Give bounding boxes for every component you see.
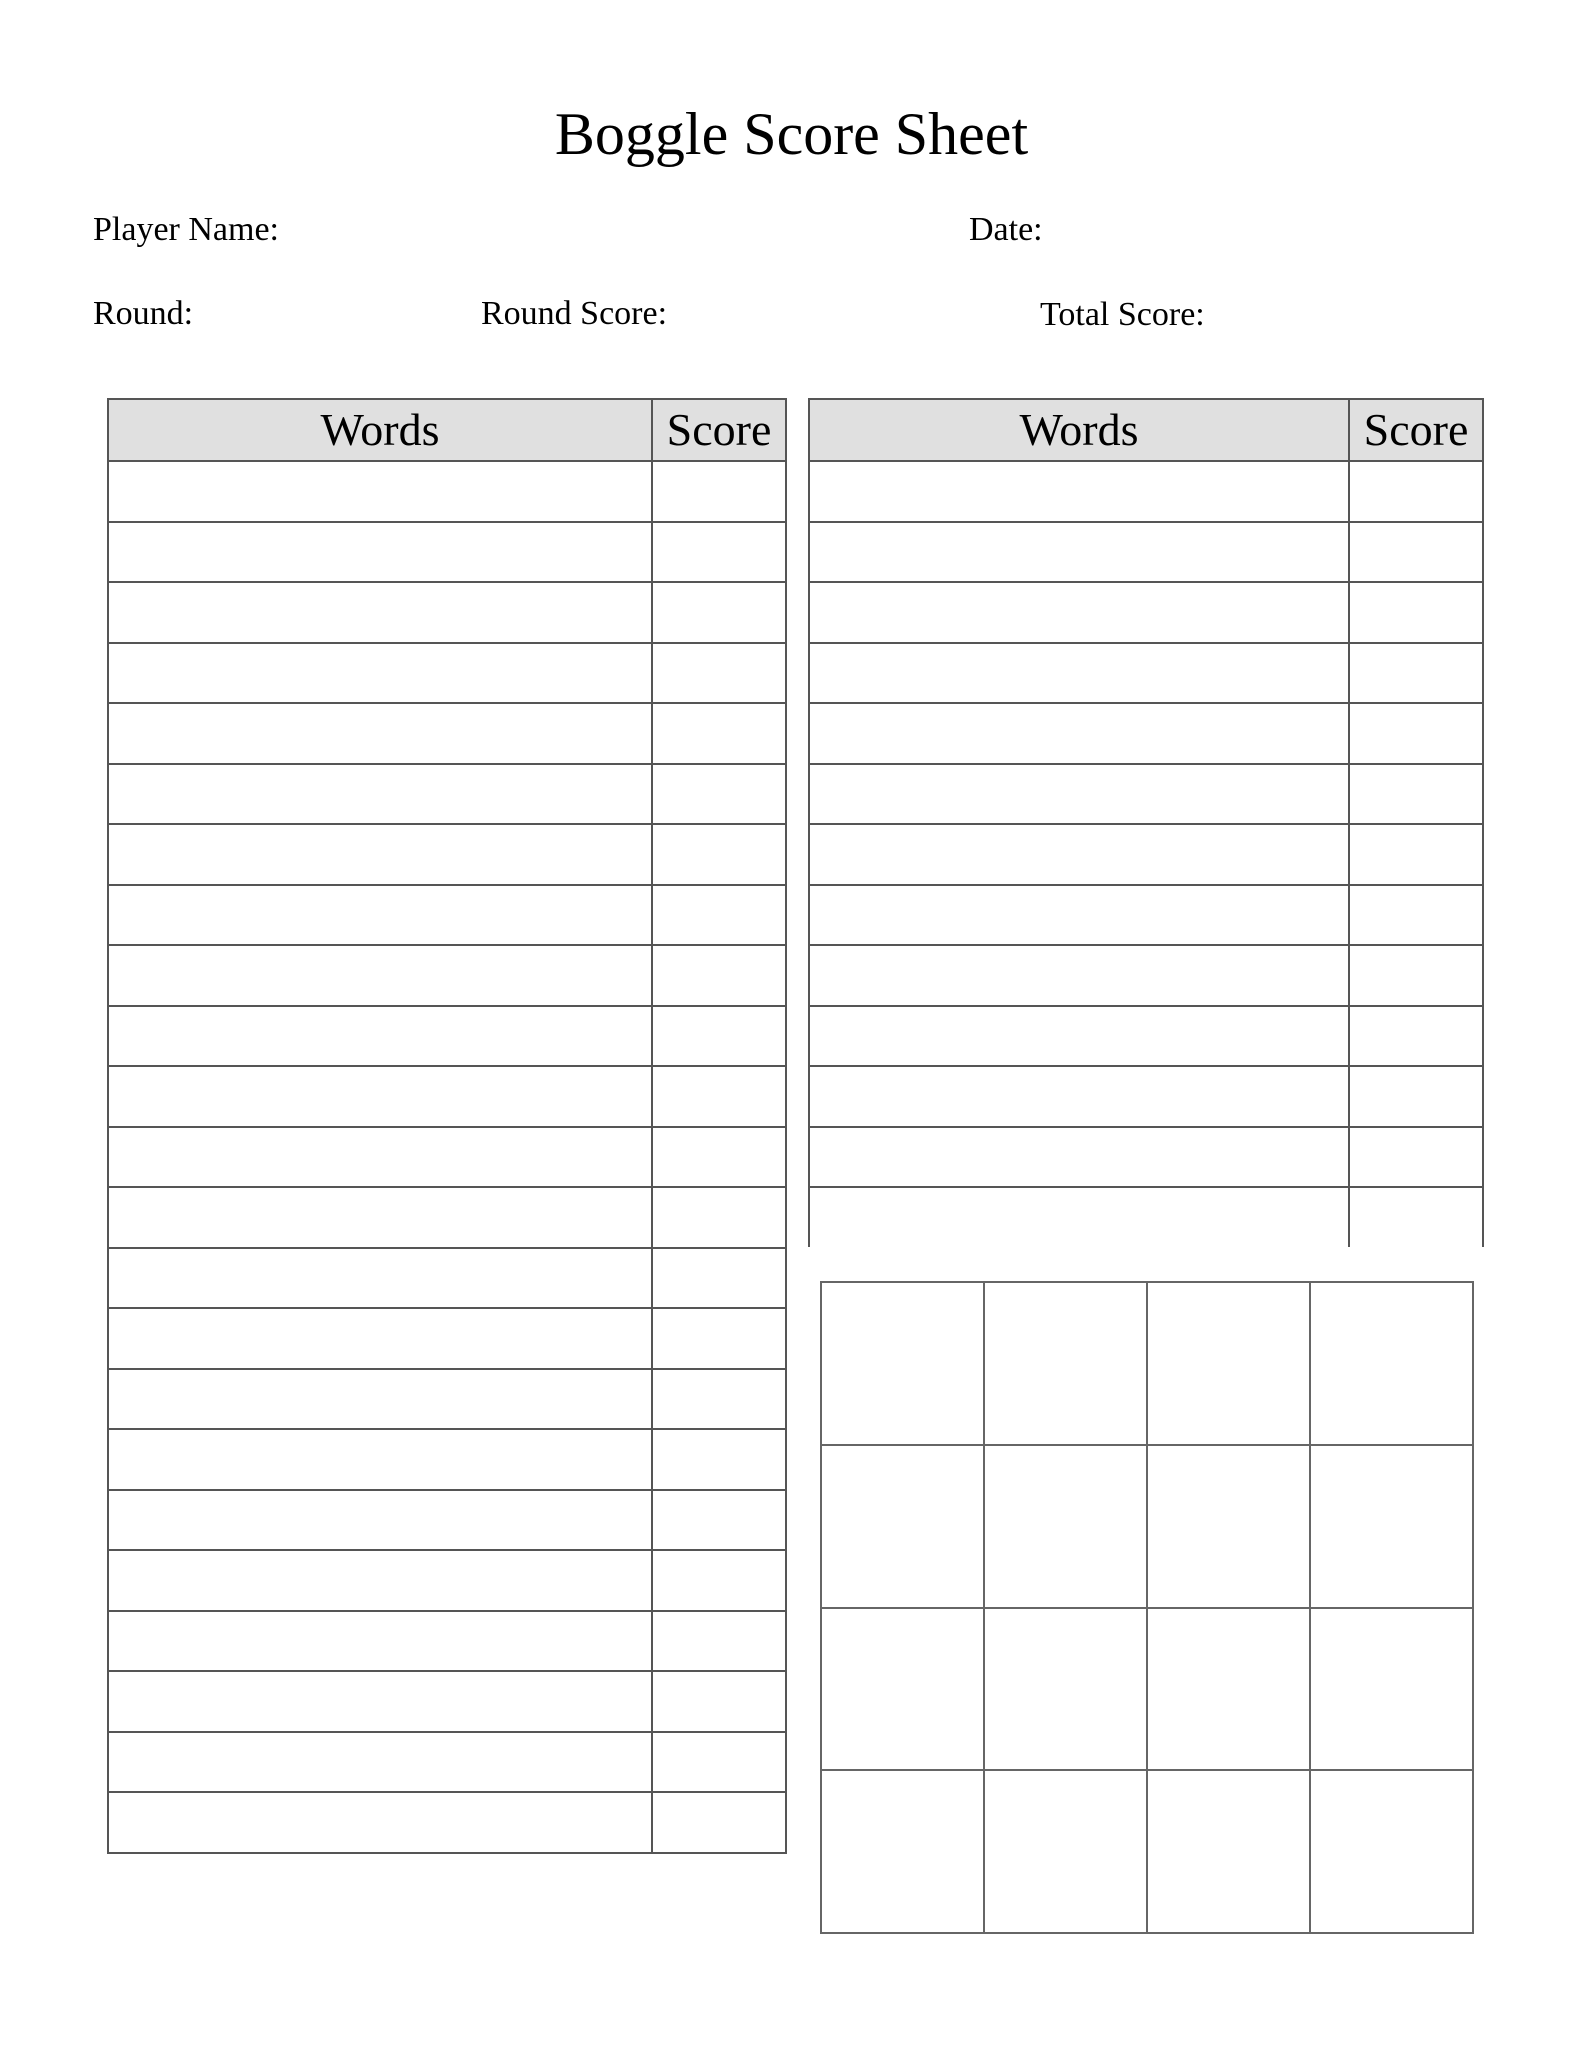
header-row [108,399,786,461]
table-row [809,461,1483,522]
board-cell[interactable] [1147,1770,1310,1933]
board-cell[interactable] [1147,1445,1310,1608]
score-cell[interactable] [652,1732,786,1793]
score-cell[interactable] [652,461,786,522]
table-row [108,1792,786,1853]
score-cell[interactable] [652,764,786,825]
word-cell[interactable] [809,643,1349,704]
score-cell[interactable] [1349,643,1483,704]
word-cell[interactable] [108,1127,652,1188]
word-cell[interactable] [108,824,652,885]
score-cell[interactable] [1349,522,1483,583]
table-row [809,764,1483,825]
word-cell[interactable] [809,824,1349,885]
word-cell[interactable] [108,1248,652,1309]
word-cell[interactable] [809,945,1349,1006]
word-cell[interactable] [108,703,652,764]
score-cell[interactable] [652,582,786,643]
word-cell[interactable] [108,1308,652,1369]
table-row [809,643,1483,704]
score-cell[interactable] [1349,764,1483,825]
table-row [809,824,1483,885]
round-score-label: Round Score: [481,295,668,332]
board-cell[interactable] [1310,1282,1473,1445]
total-score-label: Total Score: [1040,296,1205,333]
board-cell[interactable] [1310,1445,1473,1608]
word-cell[interactable] [809,582,1349,643]
table-row [108,1611,786,1672]
word-cell[interactable] [108,1792,652,1853]
word-cell[interactable] [108,1429,652,1490]
table-row [108,1248,786,1309]
word-cell[interactable] [809,1127,1349,1188]
word-cell[interactable] [809,1006,1349,1067]
word-cell[interactable] [809,1066,1349,1127]
score-cell[interactable] [1349,582,1483,643]
score-cell[interactable] [1349,1127,1483,1188]
word-cell[interactable] [108,1490,652,1551]
word-cell[interactable] [809,1187,1349,1247]
table-row [108,1187,786,1248]
board-cell[interactable] [1310,1608,1473,1771]
score-cell[interactable] [652,824,786,885]
table-row [809,885,1483,946]
word-cell[interactable] [108,885,652,946]
score-cell[interactable] [652,1248,786,1309]
header-row [809,399,1483,461]
table-row [108,824,786,885]
score-cell[interactable] [652,703,786,764]
table-row [809,1006,1483,1067]
score-cell[interactable] [1349,885,1483,946]
score-cell[interactable] [1349,1066,1483,1127]
score-cell[interactable] [652,1611,786,1672]
table-row [809,703,1483,764]
score-cell[interactable] [652,885,786,946]
word-cell[interactable] [809,703,1349,764]
table-row [108,1429,786,1490]
score-cell[interactable] [652,522,786,583]
word-cell[interactable] [809,885,1349,946]
table-row [108,1066,786,1127]
score-cell[interactable] [652,1187,786,1248]
table-row [108,461,786,522]
word-cell[interactable] [108,764,652,825]
score-cell[interactable] [652,643,786,704]
score-header: Score [1349,399,1483,461]
score-cell[interactable] [652,1550,786,1611]
score-cell[interactable] [652,1490,786,1551]
score-cell[interactable] [1349,461,1483,522]
score-cell[interactable] [1349,945,1483,1006]
table-row [809,1066,1483,1127]
word-cell[interactable] [809,522,1349,583]
word-cell[interactable] [108,1006,652,1067]
board-cell[interactable] [821,1282,984,1445]
date-label: Date: [969,211,1043,248]
board-cell[interactable] [984,1445,1147,1608]
table-row [809,582,1483,643]
score-cell[interactable] [652,945,786,1006]
score-cell[interactable] [652,1066,786,1127]
player-name-label: Player Name: [93,211,279,248]
board-cell[interactable] [984,1282,1147,1445]
table-row [108,764,786,825]
word-cell[interactable] [108,643,652,704]
score-cell[interactable] [1349,1006,1483,1067]
board-cell[interactable] [821,1608,984,1771]
table-row [108,1127,786,1188]
words-header: Words [809,399,1349,461]
word-cell[interactable] [108,1550,652,1611]
page-title: Boggle Score Sheet [554,101,1029,167]
table-row [108,1671,786,1732]
score-cell[interactable] [1349,824,1483,885]
board-cell[interactable] [984,1608,1147,1771]
table-row [809,1187,1483,1247]
board-cell[interactable] [1147,1608,1310,1771]
word-cell[interactable] [108,522,652,583]
word-cell[interactable] [108,1611,652,1672]
score-header: Score [652,399,786,461]
board-cell[interactable] [1310,1770,1473,1933]
word-cell[interactable] [108,461,652,522]
word-cell[interactable] [809,764,1349,825]
table-row [809,945,1483,1006]
word-cell[interactable] [108,1732,652,1793]
table-row [108,703,786,764]
word-cell[interactable] [108,1066,652,1127]
board-cell[interactable] [821,1445,984,1608]
score-cell[interactable] [652,1308,786,1369]
word-cell[interactable] [108,1187,652,1248]
table-row [108,1732,786,1793]
left-word-table [107,398,787,1854]
score-cell[interactable] [652,1006,786,1067]
table-row [108,945,786,1006]
score-cell[interactable] [652,1671,786,1732]
right-word-table [808,398,1484,1247]
word-cell[interactable] [809,461,1349,522]
score-cell[interactable] [652,1127,786,1188]
table-row [809,522,1483,583]
table-row [108,643,786,704]
table-row [809,1127,1483,1188]
table-row [108,582,786,643]
score-cell[interactable] [1349,703,1483,764]
boggle-board-grid [820,1281,1474,1934]
round-label: Round: [93,295,194,332]
word-cell[interactable] [108,582,652,643]
table-row [108,1490,786,1551]
score-cell[interactable] [652,1429,786,1490]
word-cell[interactable] [108,1671,652,1732]
board-cell[interactable] [821,1770,984,1933]
word-cell[interactable] [108,945,652,1006]
board-cell[interactable] [984,1770,1147,1933]
table-row [108,522,786,583]
table-row [108,885,786,946]
score-cell[interactable] [1349,1187,1483,1247]
words-header: Words [108,399,652,461]
word-cell[interactable] [108,1369,652,1430]
score-cell[interactable] [652,1369,786,1430]
table-row [108,1006,786,1067]
board-cell[interactable] [1147,1282,1310,1445]
table-row [108,1550,786,1611]
table-row [108,1369,786,1430]
table-row [108,1308,786,1369]
score-cell[interactable] [652,1792,786,1853]
